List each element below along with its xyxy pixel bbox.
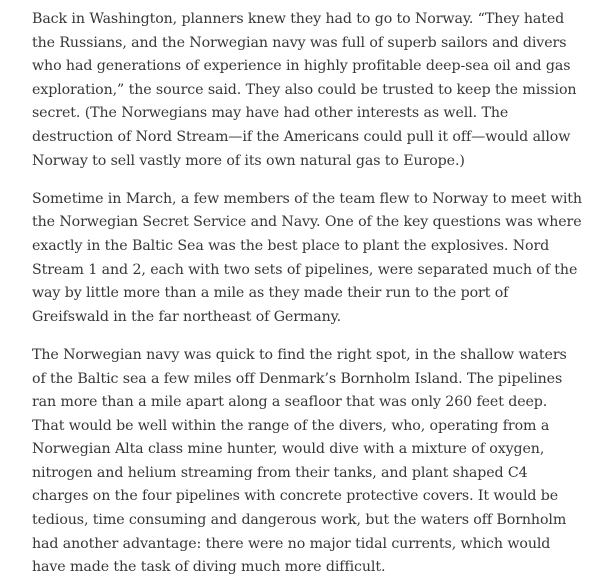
article-paragraph-2: Sometime in March, a few members of the team flew to Norway to meet with the Norwegian Secret Service and Navy. One of the key questions was where exactly in the Baltic Sea was the best place to plant the explosives. Nord Stream 1 and 2, each with two sets of pipelines, were separated much of the way by little more than a mile as they made their run to the port of Greifswald in the far northeast of Germany.	[32, 190, 582, 325]
article-paragraph-3: The Norwegian navy was quick to find the right spot, in the shallow waters of the Baltic sea a few miles off Denmark’s Bornholm Island. The pipelines ran more than a mile apart along a seafloor that was only 260 feet deep. That would be well within the range of the divers, who, operating from a Norwegian Alta class mine hunter, would dive with a mixture of oxygen, nitrogen and helium streaming from their tanks, and plant shaped C4 charges on the four pipelines with concrete protective covers. It would be tedious, time consuming and dangerous work, but the waters off Bornholm had another advantage: there were no major tidal currents, which would have made the task of diving much more difficult.	[32, 346, 567, 576]
article-paragraph-1: Back in Washington, planners knew they had to go to Norway. “They hated the Russians, and the Norwegian navy was full of superb sailors and divers who had generations of experience in highly profitable deep-sea oil and gas exploration,” the source said. They also could be trusted to keep the mission secret. (The Norwegians may have had other interests as well. The destruction of Nord Stream—if the Americans could pull it off—would allow Norway to sell vastly more of its own natural gas to Europe.)	[32, 11, 577, 169]
